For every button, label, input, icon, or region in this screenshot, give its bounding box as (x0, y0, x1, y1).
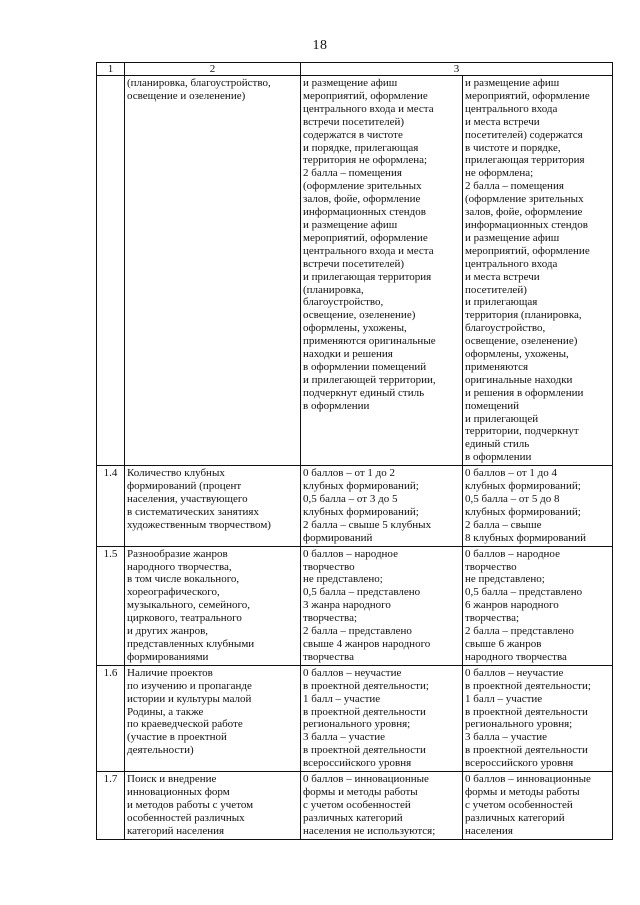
score-cell-a: 0 баллов – инновационные формы и методы работы с учетом особенностей различных категорий населения не используются; (301, 772, 463, 840)
header-col-1: 1 (97, 63, 125, 76)
header-col-3: 3 (301, 63, 613, 76)
table-header-row (97, 63, 613, 76)
table-row (97, 76, 613, 466)
criterion-cell: (планировка, благоустройство, освещение и озеленение) (125, 76, 301, 466)
row-number (97, 76, 125, 466)
score-cell-a: и размещение афиш мероприятий, оформление центрального входа и места встречи посетителей) содержатся в чистоте и порядке, прилегающая территория не оформлена; 2 балла – помещения (оформление зрительных залов, фойе, оформление информационных стендов и размещение афиш мероприятий, оформление центрального входа и места встречи посетителей) и прилегающая территория (планировка, благоустройство, освещение, озеленение) оформлены, ухожены, применяются оригинальные находки и решения в оформлении помещений и прилегающей территории, подчеркнут единый стиль в оформлении (301, 76, 463, 466)
score-cell-a: 0 баллов – народное творчество не представлено; 0,5 балла – представлено 3 жанра народного творчества; 2 балла – представлено свыше 4 жанров народного творчества (301, 546, 463, 665)
row-number: 1.4 (97, 466, 125, 546)
table-row (97, 665, 613, 771)
header-col-2: 2 (125, 63, 301, 76)
criterion-cell: Разнообразие жанров народного творчества, в том числе вокального, хореографического, музыкального, семейного, циркового, театрального и других жанров, представленных клубными формированиями (125, 546, 301, 665)
row-number: 1.5 (97, 546, 125, 665)
criterion-cell: Количество клубных формирований (процент населения, участвующего в систематических занятиях художественным творчеством) (125, 466, 301, 546)
score-cell-b: 0 баллов – неучастие в проектной деятельности; 1 балл – участие в проектной деятельности регионального уровня; 3 балла – участие в проектной деятельности всероссийского уровня (463, 665, 613, 771)
score-cell-b: и размещение афиш мероприятий, оформление центрального входа и места встречи посетителей) содержатся в чистоте и порядке, прилегающая территория не оформлена; 2 балла – помещения (оформление зрительных залов, фойе, оформление информационных стендов и размещение афиш мероприятий, оформление центрального входа и места встречи посетителей) и прилегающая территория (планировка, благоустройство, освещение, озеленение) оформлены, ухожены, применяются оригинальные находки и решения в оформлении помещений и прилегающей территории, подчеркнут единый стиль в оформлении (463, 76, 613, 466)
table-row (97, 466, 613, 546)
score-cell-b: 0 баллов – народное творчество не представлено; 0,5 балла – представлено 6 жанров народного творчества; 2 балла – представлено свыше 6 жанров народного творчества (463, 546, 613, 665)
row-number: 1.6 (97, 665, 125, 771)
criteria-table (96, 62, 613, 840)
table-row (97, 772, 613, 840)
score-cell-a: 0 баллов – от 1 до 2 клубных формирований; 0,5 балла – от 3 до 5 клубных формирований; 2 балла – свыше 5 клубных формирований (301, 466, 463, 546)
criterion-cell: Поиск и внедрение инновационных форм и методов работы с учетом особенностей различных категорий населения (125, 772, 301, 840)
row-number: 1.7 (97, 772, 125, 840)
criterion-cell: Наличие проектов по изучению и пропаганде истории и культуры малой Родины, а также по краеведческой работе (участие в проектной деятельности) (125, 665, 301, 771)
page-number: 18 (312, 38, 328, 53)
table-row (97, 546, 613, 665)
score-cell-a: 0 баллов – неучастие в проектной деятельности; 1 балл – участие в проектной деятельности регионального уровня; 3 балла – участие в проектной деятельности всероссийского уровня (301, 665, 463, 771)
score-cell-b: 0 баллов – инновационные формы и методы работы с учетом особенностей различных категорий населения (463, 772, 613, 840)
score-cell-b: 0 баллов – от 1 до 4 клубных формирований; 0,5 балла – от 5 до 8 клубных формирований; 2 балла – свыше 8 клубных формирований (463, 466, 613, 546)
